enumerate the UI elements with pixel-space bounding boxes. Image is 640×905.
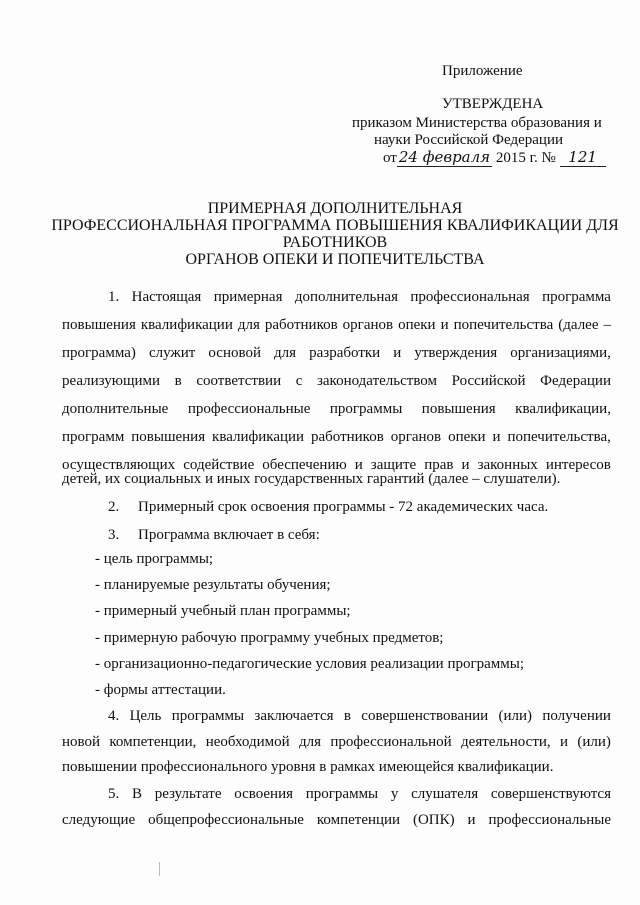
word: профессиональные bbox=[187, 401, 311, 417]
date-prefix: от bbox=[383, 150, 397, 166]
word: новой bbox=[62, 734, 101, 750]
word: основой bbox=[208, 345, 261, 361]
word: заключается bbox=[254, 708, 334, 724]
p1-line-2 bbox=[62, 316, 611, 334]
list-item: - формы аттестации. bbox=[95, 682, 226, 698]
word: в bbox=[174, 373, 182, 389]
word: соответствии bbox=[196, 373, 282, 389]
word: профессиональной bbox=[330, 734, 452, 750]
word: следующие bbox=[62, 812, 136, 828]
list-item: - цель программы; bbox=[95, 551, 214, 567]
list-item: - организационно-педагогические условия реализации программы; bbox=[95, 656, 525, 672]
p4-line-2 bbox=[62, 733, 611, 751]
word: квалификации bbox=[140, 317, 233, 333]
word: необходимой bbox=[205, 734, 290, 750]
word: реализующими bbox=[62, 373, 161, 389]
word: результате bbox=[154, 786, 222, 802]
p1-line-3 bbox=[62, 344, 611, 362]
word: и bbox=[492, 429, 501, 445]
p2-text: 2. Примерный срок освоения программы - 72 академических часа. bbox=[108, 499, 549, 515]
date-year: 2015 г. № bbox=[495, 150, 556, 166]
p4-line-1 bbox=[108, 707, 611, 725]
word: повышения bbox=[62, 317, 136, 333]
word: профессиональные bbox=[488, 812, 611, 828]
word: прав bbox=[424, 457, 454, 473]
word: слушателя bbox=[411, 786, 479, 802]
word: для bbox=[237, 317, 260, 333]
word: повышения bbox=[421, 401, 496, 417]
order-date-line bbox=[383, 149, 606, 167]
word: разработки bbox=[309, 345, 381, 361]
word: Российской bbox=[451, 373, 526, 389]
word: (далее bbox=[558, 317, 599, 333]
p5-line-1 bbox=[108, 785, 611, 803]
word: 5. bbox=[108, 786, 120, 802]
word: с bbox=[295, 373, 303, 389]
order-line-1: приказом Министерства образования и bbox=[352, 115, 602, 131]
word: и bbox=[440, 317, 449, 333]
word: и bbox=[393, 345, 402, 361]
word: дополнительные bbox=[62, 401, 169, 417]
word: служит bbox=[148, 345, 196, 361]
word: работников bbox=[310, 429, 384, 445]
word: интересов bbox=[545, 457, 611, 473]
word: В bbox=[131, 786, 142, 802]
word: попечительства bbox=[453, 317, 554, 333]
word: общепрофессиональные bbox=[148, 812, 304, 828]
word: квалификации bbox=[212, 429, 305, 445]
title-line-3: РАБОТНИКОВ bbox=[282, 234, 388, 251]
p1-line-4 bbox=[62, 372, 611, 390]
approved-label: УТВЕРЖДЕНА bbox=[442, 96, 544, 112]
word: программы bbox=[171, 708, 245, 724]
word: программ bbox=[62, 429, 125, 445]
word: работников bbox=[264, 317, 338, 333]
word: Цель bbox=[129, 708, 162, 724]
word: Федерации bbox=[540, 373, 611, 389]
word: совершенствуются bbox=[490, 786, 611, 802]
list-item: - примерную рабочую программу учебных предметов; bbox=[95, 630, 444, 646]
p1-line-5 bbox=[62, 400, 611, 418]
p1-line-1 bbox=[108, 288, 611, 306]
order-line-2: науки Российской Федерации bbox=[374, 132, 564, 148]
word: деятельности, bbox=[461, 734, 551, 750]
word: (ОПК) bbox=[412, 812, 455, 828]
word: совершенствовании bbox=[361, 708, 489, 724]
word: получении bbox=[542, 708, 611, 724]
word: защите bbox=[370, 457, 417, 473]
word: программы bbox=[305, 786, 379, 802]
word: законных bbox=[477, 457, 538, 473]
p1-line-8: детей, их социальных и иных государственных гарантий (далее – слушатели). bbox=[62, 471, 561, 487]
appendix-label: Приложение bbox=[442, 63, 523, 79]
word: организациями, bbox=[510, 345, 611, 361]
word: примерная bbox=[213, 289, 283, 305]
word: законодательством bbox=[316, 373, 438, 389]
word: программы bbox=[329, 401, 403, 417]
list-item: - примерный учебный план программы; bbox=[95, 603, 351, 619]
handwritten-date: 24 февраля bbox=[398, 148, 491, 166]
handwritten-number: 121 bbox=[560, 149, 606, 167]
p5-line-2 bbox=[62, 811, 611, 829]
word: и bbox=[354, 457, 363, 473]
word: содействие bbox=[183, 457, 255, 473]
p1-line-6 bbox=[62, 428, 611, 446]
word: опеки bbox=[398, 317, 436, 333]
word: обеспечению bbox=[262, 457, 347, 473]
scan-mark bbox=[159, 862, 160, 876]
word: дополнительная bbox=[294, 289, 398, 305]
word: и bbox=[461, 457, 470, 473]
word: в bbox=[343, 708, 351, 724]
word: органов bbox=[390, 429, 442, 445]
word: для bbox=[299, 734, 322, 750]
word: утверждения bbox=[414, 345, 498, 361]
word: опеки bbox=[448, 429, 486, 445]
word: компетенции, bbox=[109, 734, 197, 750]
word: и bbox=[467, 812, 476, 828]
word: освоения bbox=[234, 786, 294, 802]
word: программа) bbox=[62, 345, 136, 361]
word: органов bbox=[342, 317, 394, 333]
word: (или) bbox=[498, 708, 533, 724]
word: 4. bbox=[108, 708, 120, 724]
p4-line-3: повышении профессионального уровня в рамках имеющейся квалификации. bbox=[62, 759, 554, 775]
p3-text: 3. Программа включает в себя: bbox=[108, 527, 320, 543]
word: (или) bbox=[577, 734, 611, 750]
word: профессиональная bbox=[410, 289, 530, 305]
word: 1. bbox=[108, 289, 120, 305]
title-line-2: ПРОФЕССИОНАЛЬНАЯ ПРОГРАММА ПОВЫШЕНИЯ КВАЛИФИКАЦИИ ДЛЯ bbox=[51, 217, 619, 234]
word: попечительства, bbox=[507, 429, 611, 445]
title-line-1: ПРИМЕРНАЯ ДОПОЛНИТЕЛЬНАЯ bbox=[207, 200, 463, 217]
word: Настоящая bbox=[131, 289, 202, 305]
document-title bbox=[40, 200, 630, 268]
list-item: - планируемые результаты обучения; bbox=[95, 577, 331, 593]
word: – bbox=[603, 317, 611, 333]
word: квалификации, bbox=[515, 401, 611, 417]
word: компетенции bbox=[316, 812, 401, 828]
word: для bbox=[274, 345, 297, 361]
word: программа bbox=[542, 289, 611, 305]
word: осуществляющих bbox=[62, 457, 176, 473]
word: и bbox=[560, 734, 569, 750]
title-line-4: ОРГАНОВ ОПЕКИ И ПОПЕЧИТЕЛЬСТВА bbox=[185, 251, 485, 268]
word: повышения bbox=[131, 429, 206, 445]
word: у bbox=[390, 786, 399, 802]
